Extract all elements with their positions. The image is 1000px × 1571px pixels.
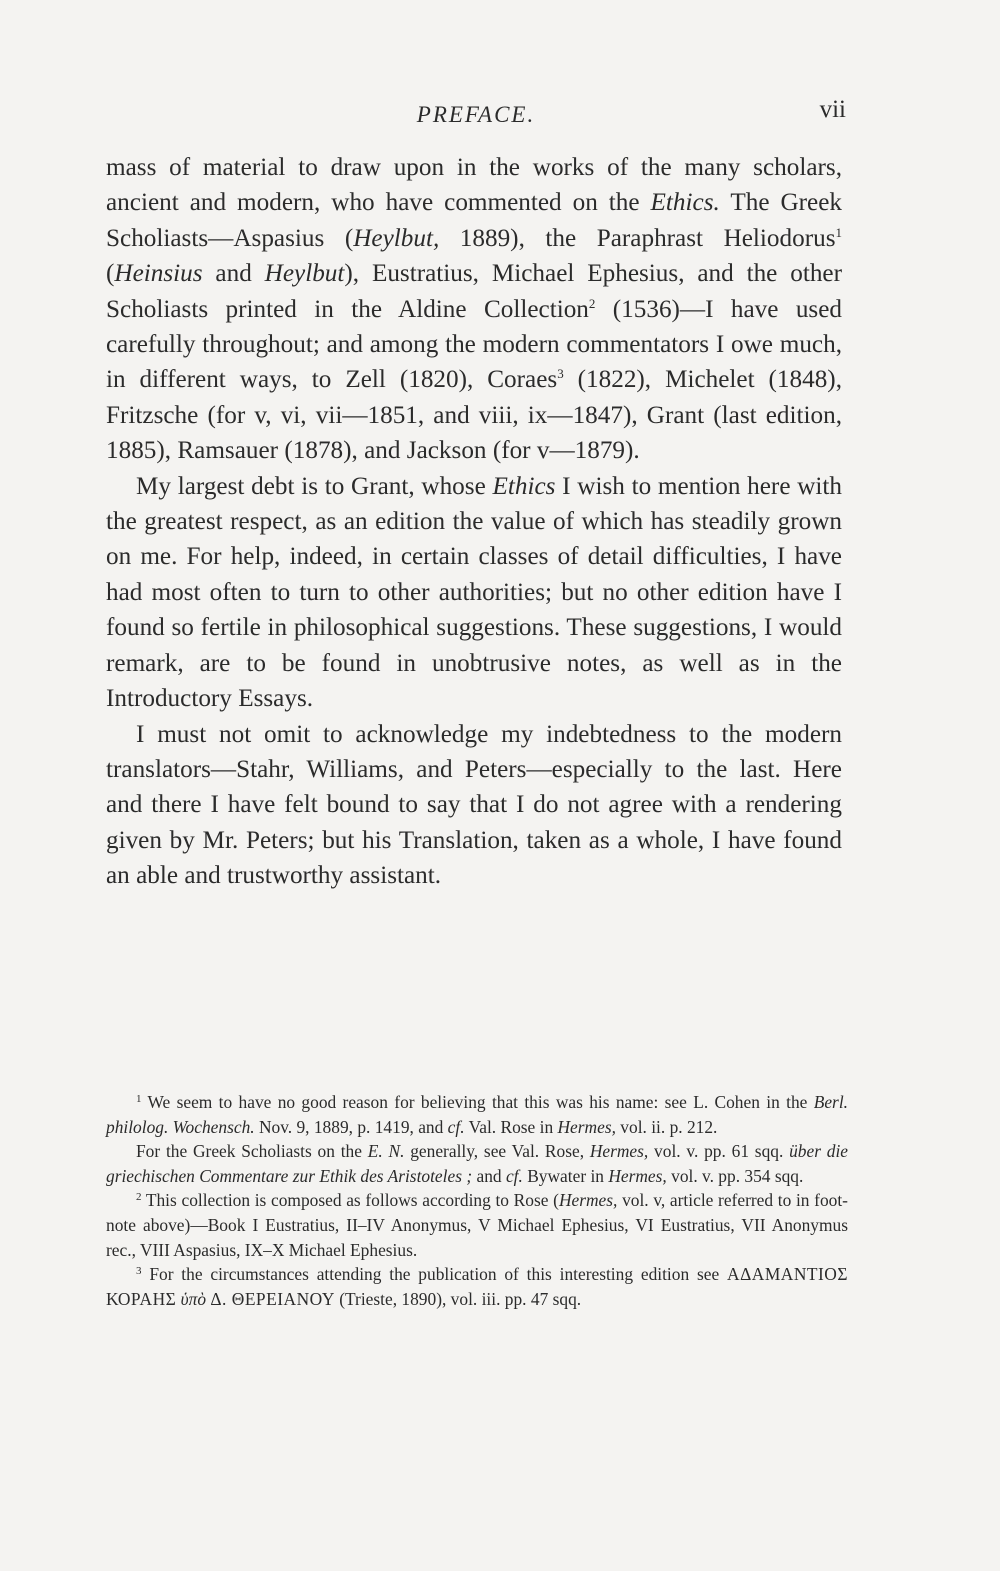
text-run: vol. v, article referred to in foot-note above)—Book I Eustratius, II–IV Anonymus, V Michael Ephesius, VI Eustratius, VII Anonymus rec., VIII Aspasius, IX–X Michael Ephesius. [106,1190,848,1260]
text-run: generally, see Val. Rose, [404,1141,590,1162]
italic-run: Hermes, [557,1116,616,1137]
text-run: (Trieste, 1890), vol. iii. pp. 47 sqq. [334,1288,582,1309]
italic-run: cf. [447,1116,465,1137]
text-run: ( [106,260,115,288]
italic-run: cf. [505,1165,523,1186]
text-run: 1889), the Paraphrast Heliodorus [439,224,836,252]
paragraph-3: I must not omit to acknowledge my indebtedness to the modern translators—Stahr, Williams, and Peters—especially to the last. Here and there I have felt bound to say that I do not agree with a rendering given by Mr. Peters; but his Translation, taken as a whole, I have found an able and trustworthy assistant. [106,720,842,890]
italic-run: Heylbut [264,260,345,288]
greek-run: Δ. ΘΕΡΕΙΑΝΟΥ [210,1288,335,1309]
italic-run: Hermes, [558,1190,618,1211]
italic-run: Heylbut, [353,224,440,252]
italic-run: Hermes, [608,1165,667,1186]
text-run: The Greek Scholiasts—Aspasius ( [106,189,843,252]
footnote-marker-1: 1 [835,224,842,240]
paragraph-1 [106,150,842,469]
footnotes [106,1090,848,1311]
footnote-2-mark: 2 [136,1191,142,1204]
text-run: Bywater in [522,1165,609,1186]
text-run: and [472,1165,506,1186]
footnote-marker-3: 3 [557,366,564,382]
italic-run: Ethics [492,472,556,500]
text-run: Nov. 9, 1889, p. 1419, and [254,1116,448,1137]
italic-run: E. N. [367,1141,405,1162]
italic-run: Berl. philolog. Wochensch. [106,1092,848,1137]
footnote-1-mark: 1 [136,1093,142,1105]
text-run: This collection is composed as follows according to Rose ( [141,1190,559,1211]
text-run: (1822), Michelet (1848), Fritzsche (for v, vi, vii—1851, and viii, ix—1847), Grant (last edition, 1885), Ramsauer (1878), and Jackson (for v—1879). [106,366,842,465]
text-run: vol. ii. p. 212. [615,1116,718,1137]
footnote-2 [106,1188,848,1262]
running-head [106,96,846,136]
running-head-title: PREFACE. [416,102,536,127]
text-run: ), Eustratius, Michael Ephesius, and the other Scholiasts printed in the Aldine Collection [106,260,842,323]
italic-run: ὑπὸ [180,1288,207,1309]
text-run: vol. v. pp. 354 sqq. [666,1165,804,1186]
text-run: For the Greek Scholiasts on the [136,1141,368,1162]
text-run: (1536)—I have used carefully throughout; and among the modern commentators I owe much, in different ways, to Zell (1820), Coraes [106,295,842,394]
text-run: I wish to mention here with the greatest respect, as an edition the value of which has steadily grown on me. For help, indeed, in certain classes of detail difficulties, I have had most often to turn to other authorities; but no other edition have I found so fertile in philosophical suggestions. These suggestions, I would remark, are to be found in unobtrusive notes, as well as in the Introductory Essays. [106,472,843,713]
text-run: My largest debt is to Grant, whose [136,472,493,500]
footnote-marker-2: 2 [588,295,596,311]
footnote-3-mark: 3 [136,1265,142,1278]
footnote-1-continued [106,1139,848,1188]
paragraph-2 [106,469,842,717]
footnote-3 [106,1262,848,1311]
text-run: Val. Rose in [464,1116,558,1137]
italic-run: über die griechischen Commentare zur Ethik des Aristoteles ; [106,1141,848,1186]
text-run: mass of material to draw upon in the works of the many scholars, ancient and modern, who have commented on the [106,154,842,217]
text-run: vol. v. pp. 61 sqq. [648,1141,790,1162]
footnote-1 [106,1090,848,1139]
italic-run: Heinsius [114,260,203,288]
text-run: and [202,260,265,288]
body-text [106,150,842,894]
text-run: We seem to have no good reason for believing that this was his name: see L. Cohen in the [141,1092,814,1112]
text-run: For the circumstances attending the publication of this interesting edition see [141,1264,728,1285]
italic-run: Hermes, [589,1141,649,1162]
page-number: vii [819,96,846,123]
greek-run: ΑΔΑΜΑΝΤΙΟΣ ΚΟΡΑΗΣ [106,1264,848,1309]
italic-run: Ethics. [650,189,720,217]
